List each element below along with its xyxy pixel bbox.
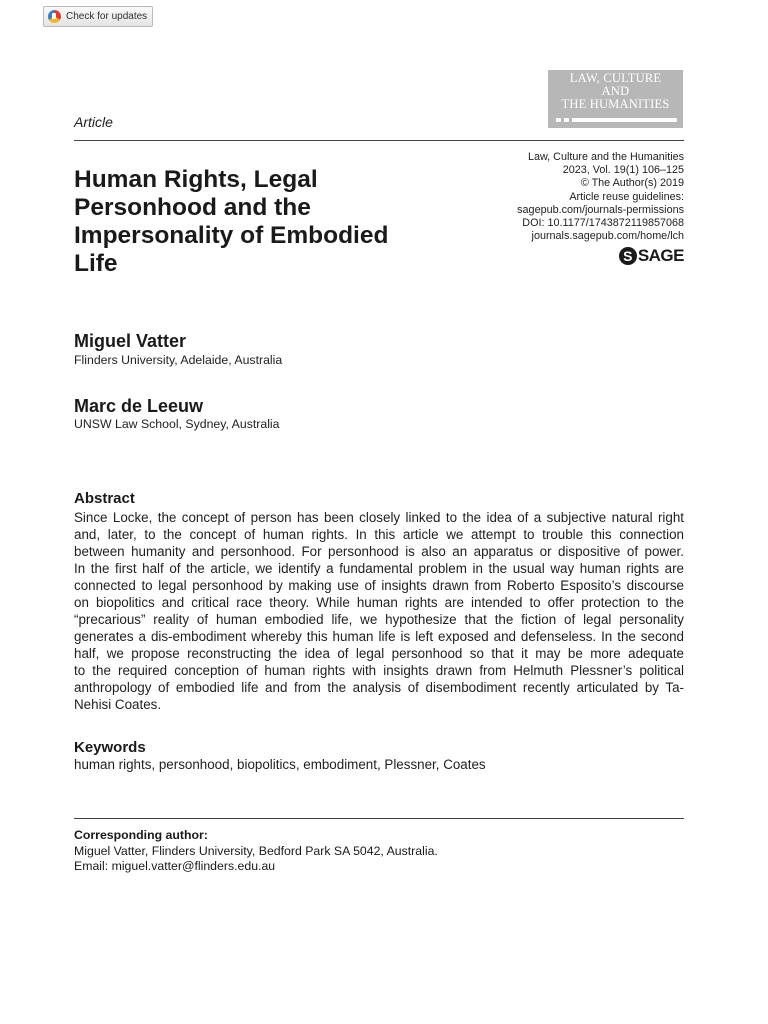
abstract-line: on biopolitics and critical race theory. While human rights are intended to offer protection to the: [74, 595, 684, 610]
author-name: Marc de Leeuw: [74, 396, 204, 416]
keywords-heading: Keywords: [74, 739, 146, 756]
volume-info: 2023, Vol. 19(1) 106–125: [562, 164, 684, 177]
sage-logo-text: SAGE: [637, 245, 684, 265]
doi-link[interactable]: DOI: 10.1177/1743872119857068: [522, 217, 684, 230]
abstract-line: In the first half of the article, we identify a fundamental problem in the usual way human rights are: [74, 561, 684, 576]
article-title: [74, 166, 474, 278]
journal-logo-bar: [556, 118, 677, 122]
abstract-line: to the required conception of human rights with insights drawn from Helmuth Plessner’s political: [74, 663, 684, 678]
abstract-line: Nehisi Coates.: [74, 697, 162, 712]
abstract-line: between humanity and personhood. For personhood is also an apparatus or dispositive of power.: [74, 544, 684, 559]
corresponding-author-email[interactable]: Email: miguel.vatter@flinders.edu.au: [74, 859, 276, 873]
title-line: Impersonality of Embodied: [74, 222, 389, 249]
journal-logo: [548, 70, 683, 128]
abstract-body: [74, 509, 684, 713]
keywords-list: human rights, personhood, biopolitics, embodiment, Plessner, Coates: [74, 757, 486, 772]
corresponding-author-heading: Corresponding author:: [74, 828, 208, 842]
abstract-line: “precarious” reality of human embodied life, we hypothesize that the fiction of legal personality: [74, 612, 684, 627]
abstract-line: generates a dis-embodiment whereby this human life is left exposed and defenseless. In the second: [74, 629, 684, 644]
crossmark-icon: [48, 10, 61, 23]
journal-logo-line1: LAW, CULTURE: [569, 71, 662, 85]
check-for-updates-button[interactable]: [43, 6, 153, 27]
sage-logo: [619, 246, 684, 265]
title-line: Human Rights, Legal: [74, 166, 318, 193]
title-line: Personhood and the: [74, 194, 311, 221]
footnote-divider: [74, 818, 684, 819]
abstract-line: connected to legal personhood by making use of insights drawn from Roberto Esposito’s discourse: [74, 578, 684, 593]
sage-mark-icon: S: [619, 247, 637, 265]
copyright-notice: © The Author(s) 2019: [580, 177, 684, 190]
title-line: Life: [74, 250, 118, 277]
check-for-updates-label: Check for updates: [66, 11, 148, 22]
abstract-line: and, later, to the concept of human rights. In this article we attempt to trouble this connection: [74, 527, 684, 542]
abstract-line: anthropology of embodied life and from the analysis of disembodiment recently articulated by Ta-: [74, 680, 684, 695]
header-divider: [74, 140, 684, 141]
reuse-guidelines: Article reuse guidelines:: [569, 190, 684, 203]
abstract-line: half, we propose reconstructing the idea of legal personhood so that it may be more adequate: [74, 646, 684, 661]
corresponding-author-address: Miguel Vatter, Flinders University, Bedford Park SA 5042, Australia.: [74, 844, 438, 858]
article-metadata: [517, 151, 684, 243]
abstract-line: Since Locke, the concept of person has been closely linked to the idea of a subjective natural right: [74, 510, 684, 525]
journal-logo-line2: AND: [601, 84, 630, 98]
abstract-heading: Abstract: [74, 490, 135, 507]
permissions-link[interactable]: sagepub.com/journals-permissions: [517, 203, 684, 216]
journal-homepage-link[interactable]: journals.sagepub.com/home/lch: [531, 230, 684, 243]
journal-name: Law, Culture and the Humanities: [527, 151, 684, 163]
author-name: Miguel Vatter: [74, 331, 187, 351]
journal-logo-line3: THE HUMANITIES: [561, 97, 670, 111]
author-affiliation: Flinders University, Adelaide, Australia: [74, 353, 283, 367]
author-affiliation: UNSW Law School, Sydney, Australia: [74, 417, 280, 431]
article-type-label: Article: [74, 114, 113, 130]
